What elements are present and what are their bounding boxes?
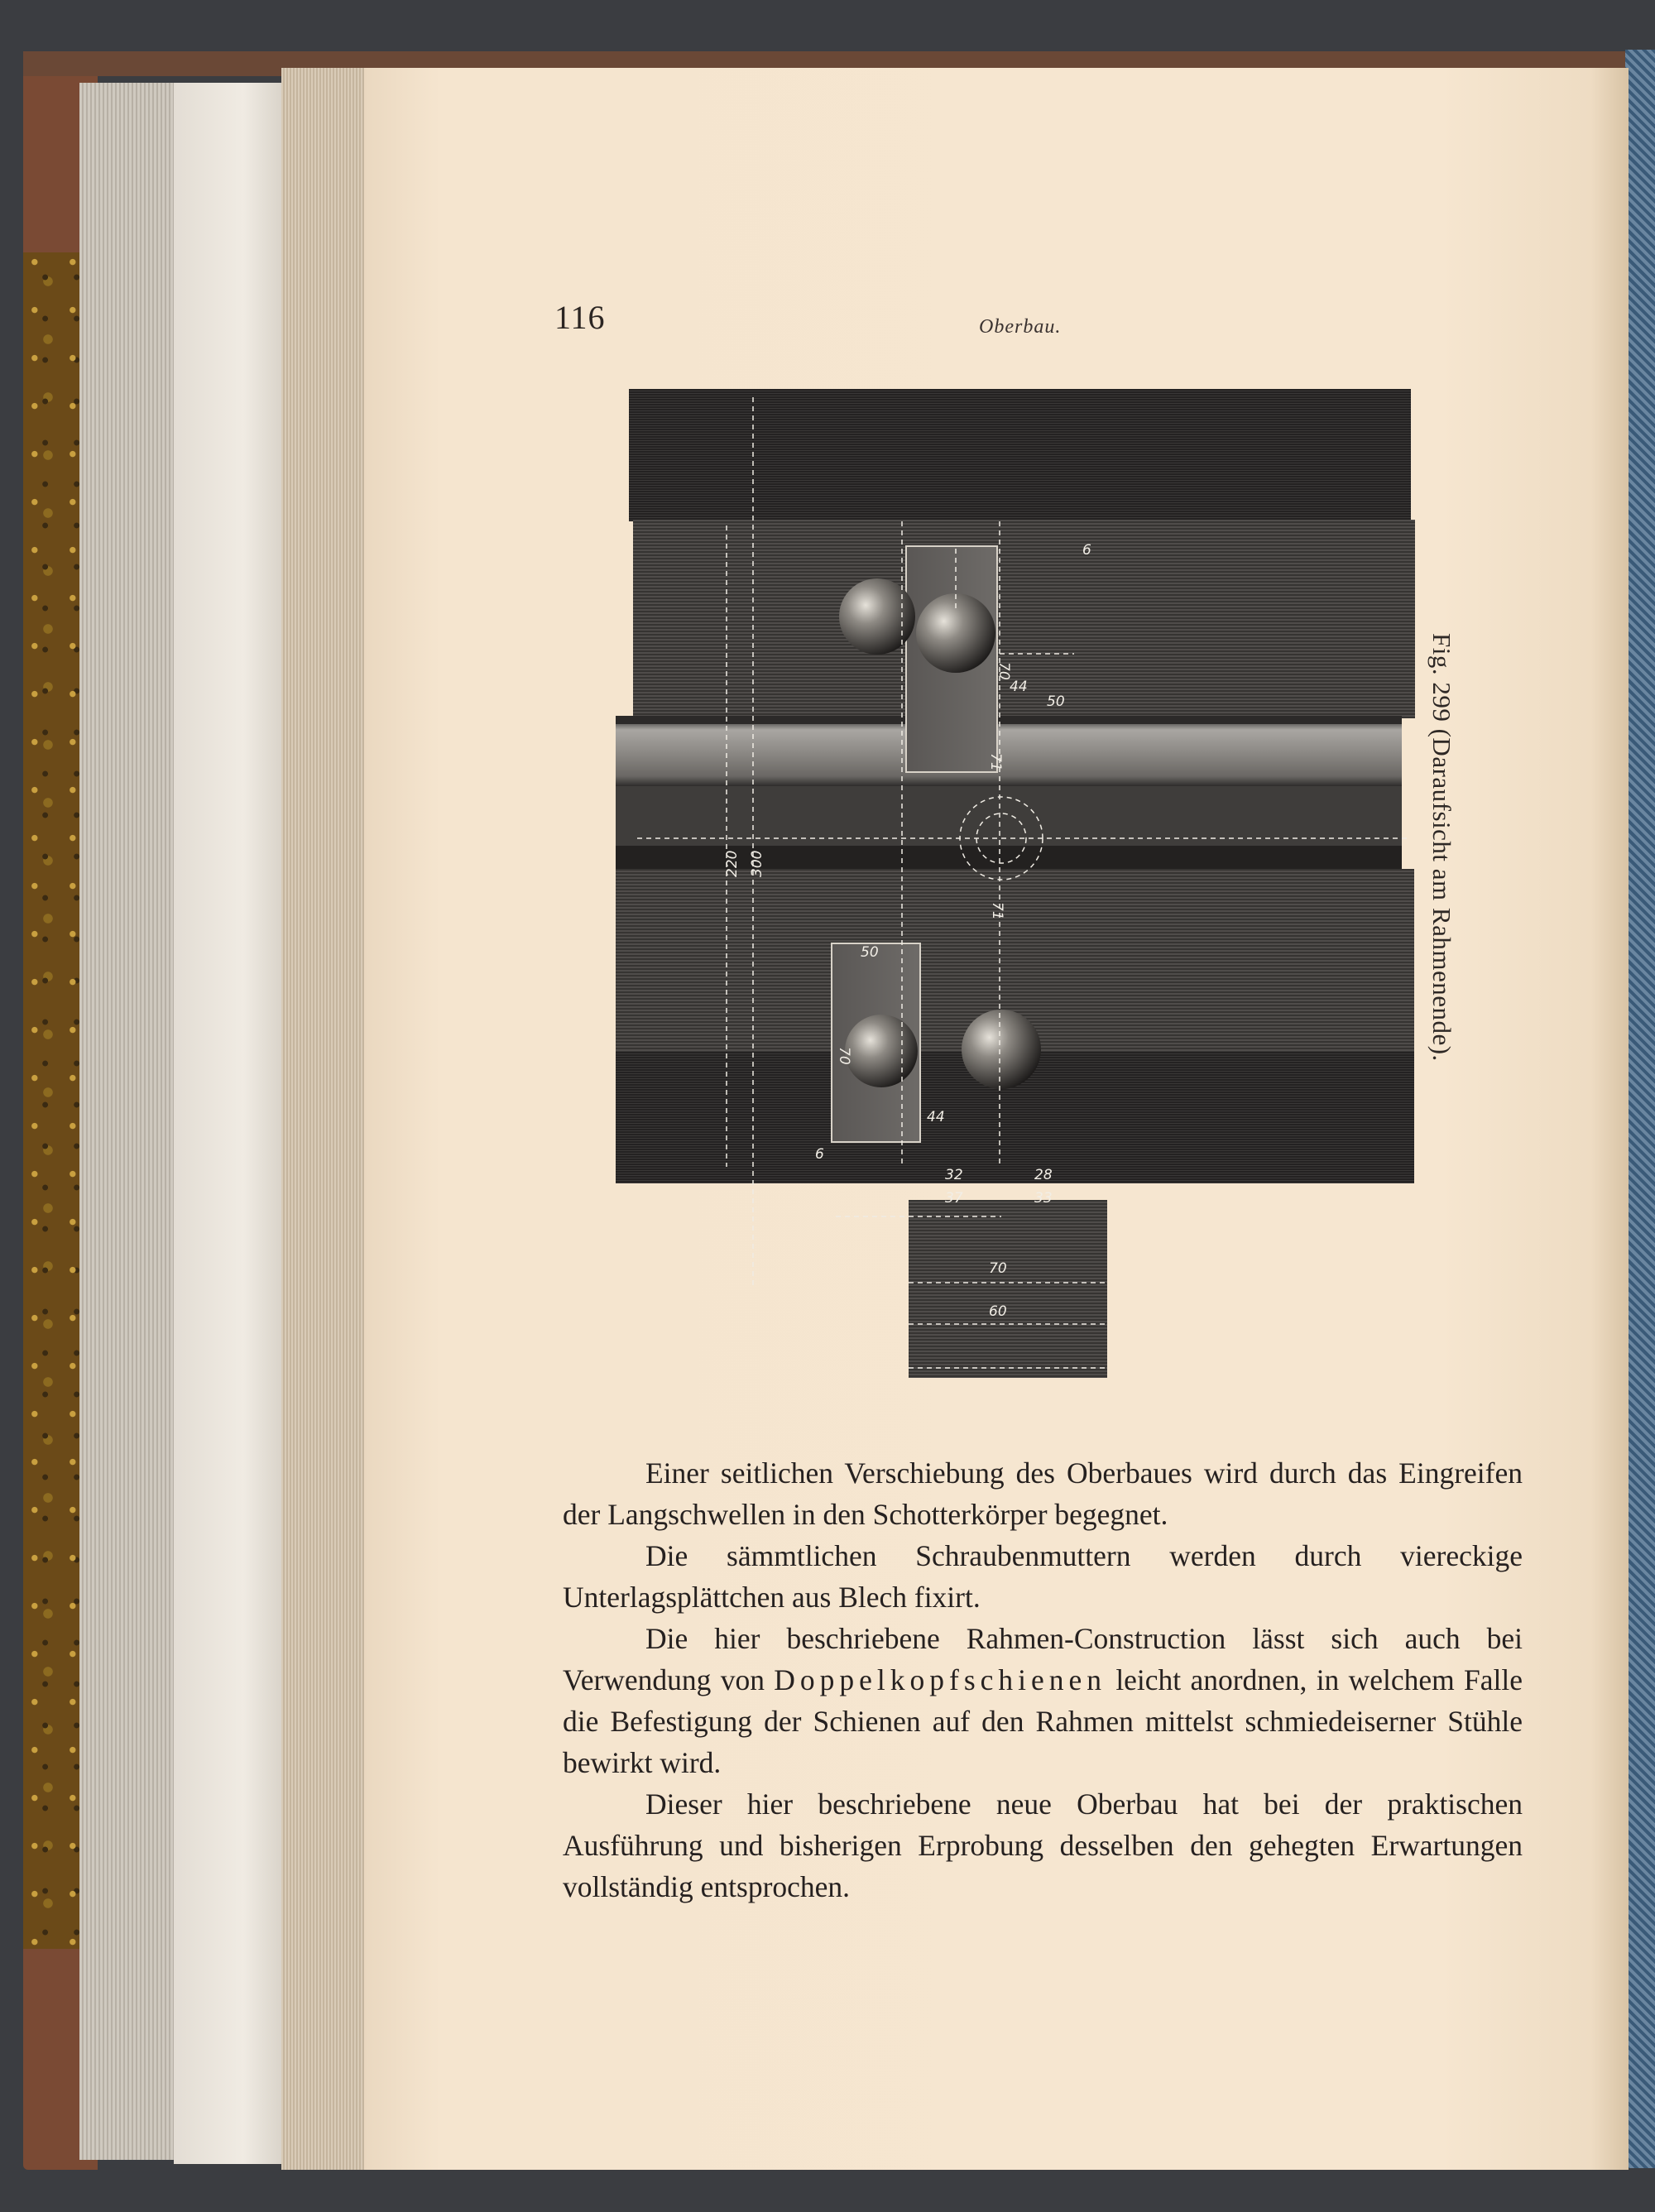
dim-50-top: 50 (1047, 693, 1065, 710)
page-number: 116 (554, 299, 606, 336)
bolt-nut-3 (845, 1015, 918, 1087)
dim-44-top: 44 (1010, 679, 1028, 695)
running-head: Oberbau. (979, 316, 1062, 338)
paragraph-3 (563, 1618, 1523, 1783)
dim-44-bottom: 44 (927, 1109, 945, 1125)
page-stack (281, 68, 364, 2170)
dim-37: 37 (945, 1190, 963, 1207)
dim-60-stub: 60 (989, 1303, 1007, 1320)
book-cover-right (1625, 50, 1655, 2168)
dim-70-bottom: 70 (836, 1047, 852, 1065)
paragraph-3-end: leicht anordnen, in welchem Falle die Befestigung der Schienen auf den Rahmen mittelst schmiedeiserner Stühle bewirkt wird. (563, 1663, 1523, 1779)
dim-32: 32 (945, 1167, 963, 1183)
engraving-figure (612, 389, 1415, 1386)
dim-220: 220 (724, 850, 741, 877)
bolt-head-1 (839, 578, 915, 655)
dim-71-b: 71 (989, 902, 1005, 920)
paragraph-3-spaced-term: Doppelkopfschienen (774, 1663, 1107, 1696)
page-curl (174, 83, 290, 2164)
dim-6-bottom: 6 (815, 1146, 824, 1163)
dim-6-top: 6 (1082, 542, 1091, 559)
rail-foot-top (629, 389, 1411, 521)
paragraph-4: Dieser hier beschriebene neue Oberbau hat bei der praktischen Ausführung und bisherigen Erprobung desselben den gehegten Erwartungen vollständig entsprochen. (563, 1787, 1523, 1903)
dim-71-a: 71 (987, 753, 1004, 771)
figure-caption: Fig. 299 (Daraufsicht am Rahmenende). (1427, 633, 1456, 1062)
body-text (563, 1452, 1523, 1907)
page-edges-left (79, 83, 187, 2160)
paragraph-2: Die sämmtlichen Schraubenmuttern werden durch viereckige Unterlagsplättchen aus Blech fixirt. (563, 1539, 1523, 1614)
bolt-head-4 (962, 1010, 1041, 1089)
dim-50-bottom: 50 (861, 944, 879, 961)
dim-70-top: 70 (995, 662, 1012, 680)
dim-33: 33 (1034, 1190, 1053, 1207)
paragraph-1: Einer seitlichen Verschiebung des Oberbaues wird durch das Eingreifen der Langschwellen in den Schotterkörper begegnet. (563, 1456, 1523, 1531)
rail-web (616, 786, 1402, 852)
dim-300: 300 (749, 850, 765, 877)
rail-frame-engraving (612, 389, 1415, 1386)
rail-head (616, 720, 1402, 786)
frame-stub (909, 1200, 1107, 1378)
dim-28: 28 (1034, 1167, 1053, 1183)
dim-70-stub: 70 (989, 1260, 1007, 1277)
paragraph-3-start: Die hier beschriebene Rahmen-Construction lässt sich auch bei Verwendung von (563, 1622, 1523, 1696)
